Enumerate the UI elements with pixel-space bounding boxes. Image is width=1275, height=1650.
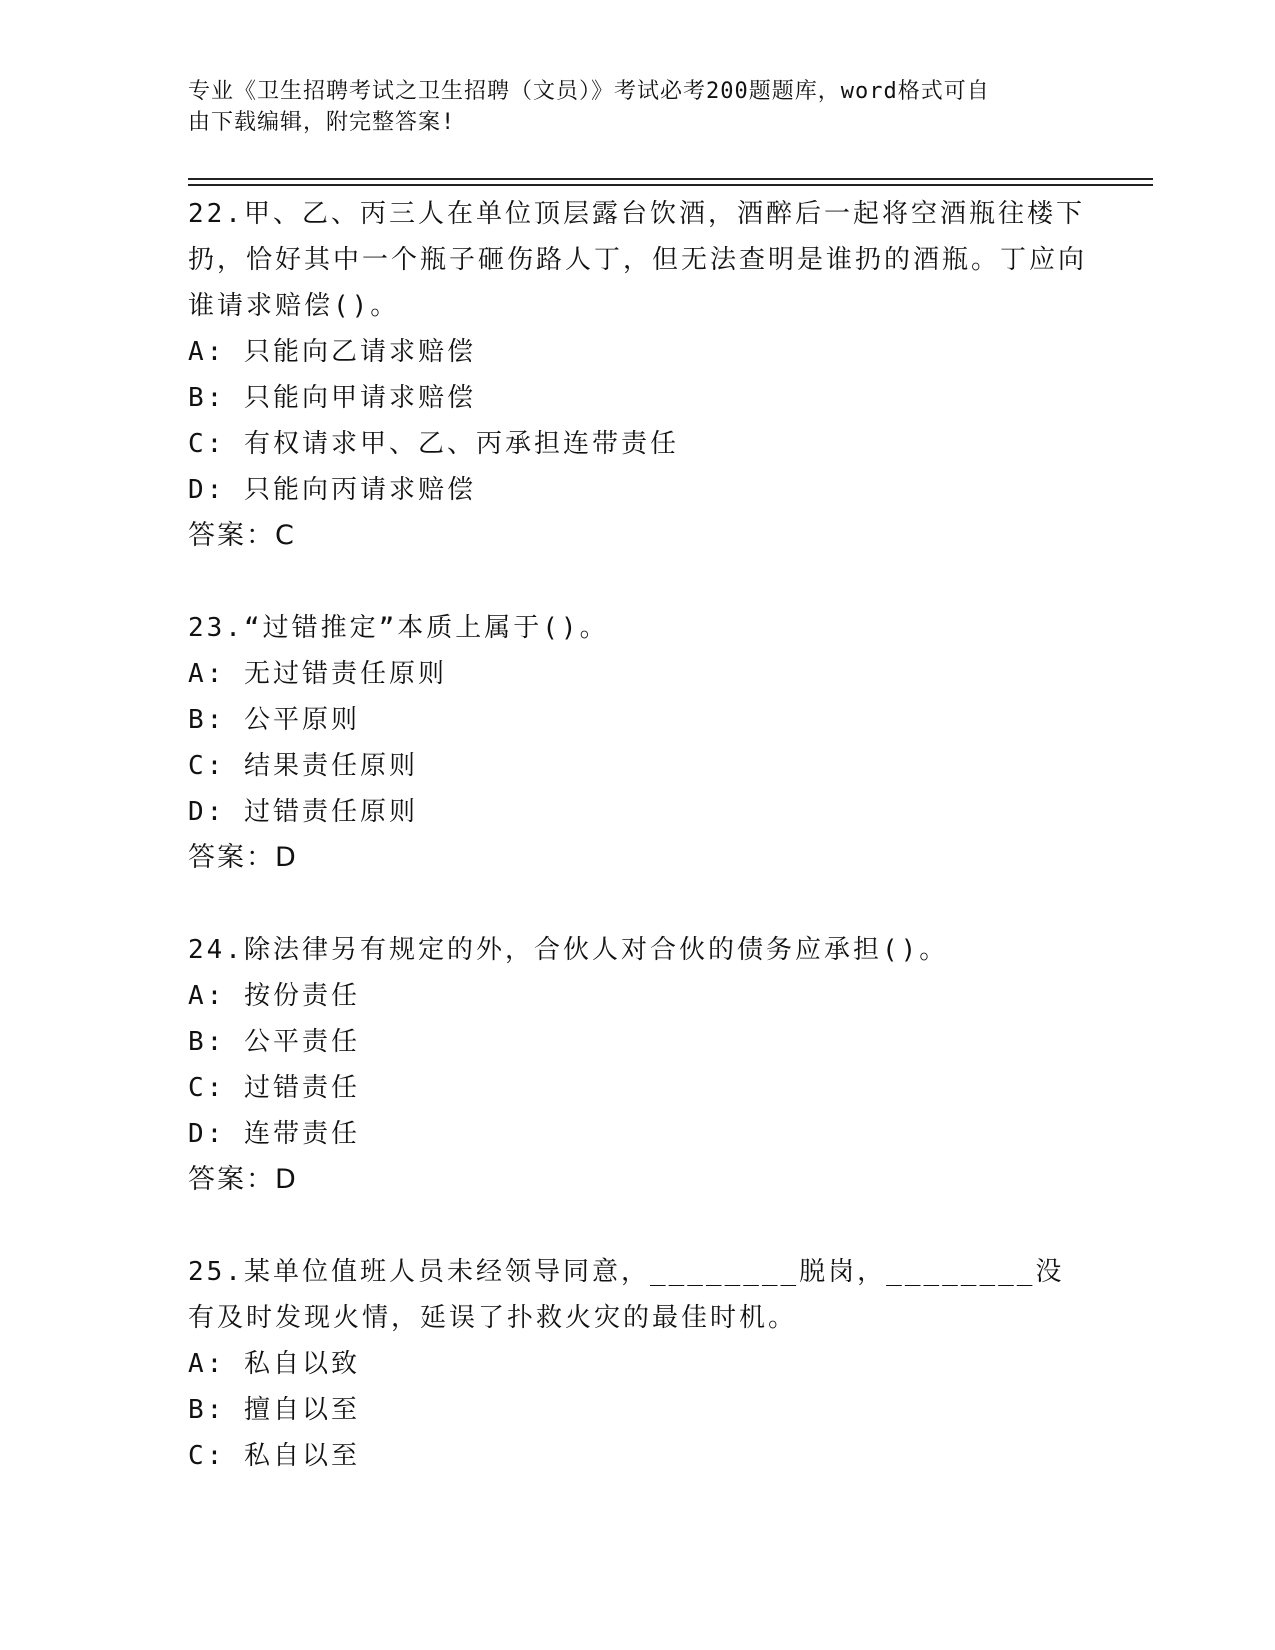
option-c: C: 过错责任 xyxy=(188,1073,360,1103)
question-text: 22.甲、乙、丙三人在单位顶层露台饮酒，酒醉后一起将空酒瓶往楼下扔，恰好其中一个瓶子砸伤路人丁，但无法查明是谁扔的酒瓶。丁应向谁请求赔偿()。 xyxy=(188,199,1088,321)
option-b: B: 只能向甲请求赔偿 xyxy=(188,383,476,413)
question-23 xyxy=(188,605,1088,881)
header-rule-top xyxy=(188,178,1153,180)
header-line-1: 专业《卫生招聘考试之卫生招聘（文员）》考试必考200题题库，word格式可自 xyxy=(188,79,990,104)
option-a: A: 私自以致 xyxy=(188,1349,360,1379)
option-a: A: 无过错责任原则 xyxy=(188,659,447,689)
option-c: C: 结果责任原则 xyxy=(188,751,418,781)
option-a: A: 只能向乙请求赔偿 xyxy=(188,337,476,367)
option-d: D: 只能向丙请求赔偿 xyxy=(188,475,476,505)
question-24 xyxy=(188,927,1088,1203)
header-line-2: 由下载编辑，附完整答案! xyxy=(188,110,456,135)
question-text: 25.某单位值班人员未经领导同意，________脱岗，________没有及时发现火情，延误了扑救火灾的最佳时机。 xyxy=(188,1257,1065,1333)
question-list xyxy=(188,191,1088,1525)
question-22 xyxy=(188,191,1088,559)
answer: 答案：D xyxy=(188,1164,298,1195)
question-25 xyxy=(188,1249,1088,1479)
question-text: 24.除法律另有规定的外，合伙人对合伙的债务应承担()。 xyxy=(188,935,949,965)
option-a: A: 按份责任 xyxy=(188,981,360,1011)
question-text: 23.“过错推定”本质上属于()。 xyxy=(188,613,609,643)
answer: 答案：C xyxy=(188,520,296,551)
option-b: B: 擅自以至 xyxy=(188,1395,360,1425)
option-d: D: 过错责任原则 xyxy=(188,797,418,827)
option-b: B: 公平原则 xyxy=(188,705,360,735)
option-b: B: 公平责任 xyxy=(188,1027,360,1057)
header-rule-bottom xyxy=(188,184,1153,186)
option-d: D: 连带责任 xyxy=(188,1119,360,1149)
answer: 答案：D xyxy=(188,842,298,873)
option-c: C: 有权请求甲、乙、丙承担连带责任 xyxy=(188,429,679,459)
document-header xyxy=(188,76,1068,138)
option-c: C: 私自以至 xyxy=(188,1441,360,1471)
